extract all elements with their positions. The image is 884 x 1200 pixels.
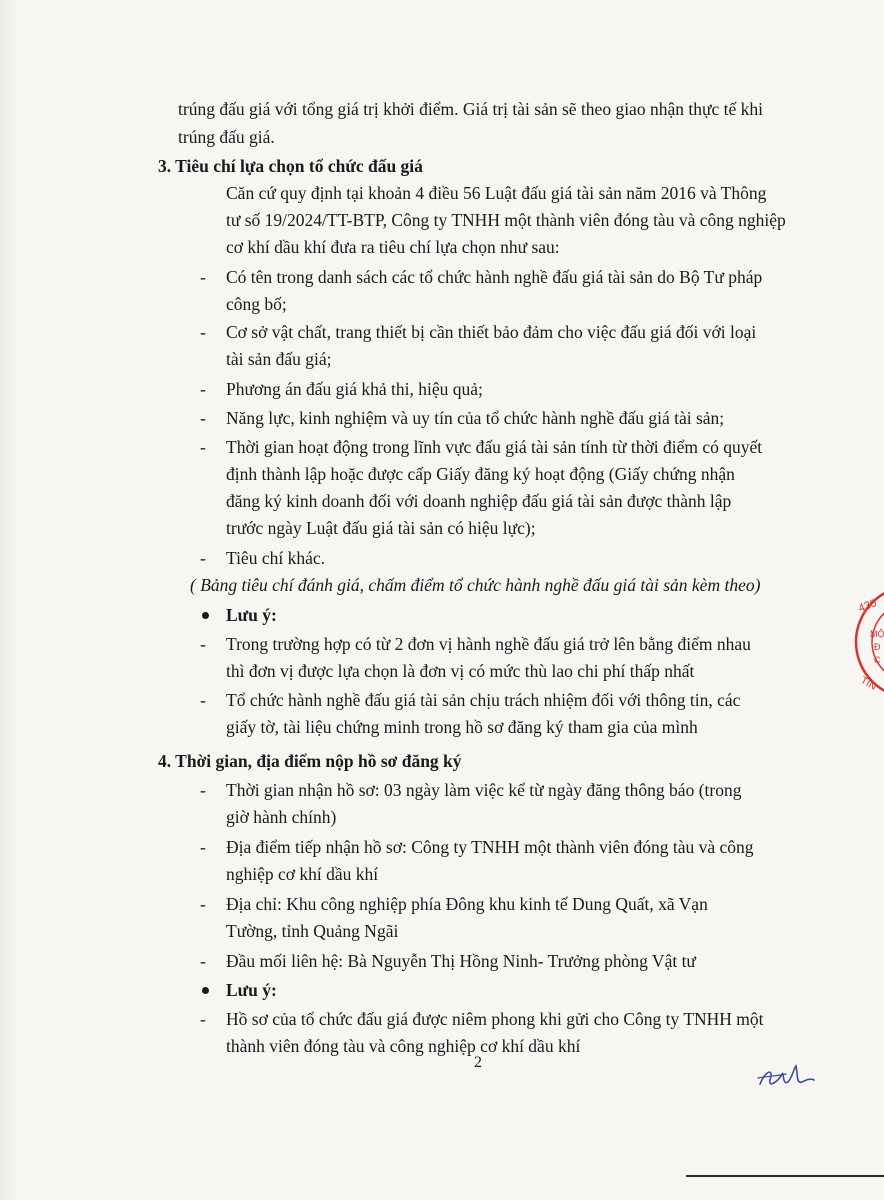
- dash-marker: -: [200, 690, 206, 710]
- criterion-2-line-2: tài sản đấu giá;: [226, 349, 332, 369]
- dash-marker: -: [200, 780, 206, 800]
- initials-signature: [752, 1060, 822, 1096]
- criterion-5-line-3: đăng ký kinh doanh đối với doanh nghiệp đấu giá tài sản được thành lập: [226, 491, 732, 511]
- s4-item-3-line-2: Tường, tỉnh Quảng Ngãi: [226, 921, 399, 941]
- criterion-5-line-2: định thành lập hoặc được cấp Giấy đăng ký hoạt động (Giấy chứng nhận: [226, 464, 735, 484]
- criterion-6: Tiêu chí khác.: [226, 548, 325, 568]
- section-3-heading: 3. Tiêu chí lựa chọn tổ chức đấu giá: [158, 156, 423, 176]
- scan-shadow: [0, 0, 18, 1200]
- intro-line-2: trúng đấu giá.: [178, 127, 275, 147]
- dash-marker: -: [200, 894, 206, 914]
- page-number: 2: [474, 1054, 482, 1071]
- dash-marker: -: [200, 634, 206, 654]
- s4-item-3-line-1: Địa chỉ: Khu công nghiệp phía Đông khu kinh tế Dung Quất, xã Vạn: [226, 894, 708, 914]
- s4-note-1-line-1: Hồ sơ của tổ chức đấu giá được niêm phong khi gửi cho Công ty TNHH một: [226, 1009, 764, 1029]
- dash-marker: -: [200, 408, 206, 428]
- criteria-table-note: ( Bảng tiêu chí đánh giá, chấm điểm tổ chức hành nghề đấu giá tài sản kèm theo): [190, 575, 761, 595]
- dash-marker: -: [200, 837, 206, 857]
- s4-item-4: Đầu mối liên hệ: Bà Nguyễn Thị Hồng Ninh- Trưởng phòng Vật tư: [226, 951, 696, 971]
- criterion-5-line-1: Thời gian hoạt động trong lĩnh vực đấu giá tài sản tính từ thời điểm có quyết: [226, 437, 763, 457]
- s4-note-label: Lưu ý:: [226, 980, 277, 1000]
- dash-marker: -: [200, 322, 206, 342]
- s4-item-1-line-2: giờ hành chính): [226, 807, 337, 827]
- svg-text:430: 430: [856, 597, 879, 615]
- section-4-heading: 4. Thời gian, địa điểm nộp hồ sơ đăng ký: [158, 751, 462, 771]
- dash-marker: -: [200, 437, 206, 457]
- criterion-1-line-2: công bố;: [226, 294, 287, 314]
- s3-para-line-1: Căn cứ quy định tại khoản 4 điều 56 Luật đấu giá tài sản năm 2016 và Thông: [226, 183, 767, 203]
- bullet-marker: [202, 987, 209, 994]
- criterion-5-line-4: trước ngày Luật đấu giá tài sản có hiệu lực);: [226, 518, 536, 538]
- s4-item-2-line-2: nghiệp cơ khí dầu khí: [226, 864, 379, 884]
- s3-note-1-line-1: Trong trường hợp có từ 2 đơn vị hành nghề đấu giá trở lên bằng điểm nhau: [226, 634, 751, 654]
- svg-text:MỘ: MỘ: [870, 629, 884, 639]
- s3-note-label: Lưu ý:: [226, 605, 277, 625]
- dash-marker: -: [200, 379, 206, 399]
- red-stamp: [852, 582, 884, 702]
- criterion-3: Phương án đấu giá khả thi, hiệu quả;: [226, 379, 483, 399]
- s4-item-1-line-1: Thời gian nhận hồ sơ: 03 ngày làm việc kể từ ngày đăng thông báo (trong: [226, 780, 742, 800]
- svg-text:Đ: Đ: [874, 642, 881, 652]
- bullet-marker: [202, 612, 209, 619]
- dash-marker: -: [200, 267, 206, 287]
- s4-note-1-line-2: thành viên đóng tàu và công nghiệp cơ khí dầu khí: [226, 1036, 581, 1056]
- s3-note-1-line-2: thì đơn vị được lựa chọn là đơn vị có mức thù lao chi phí thấp nhất: [226, 661, 695, 681]
- s3-para-line-2: tư số 19/2024/TT-BTP, Công ty TNHH một thành viên đóng tàu và công nghiệp: [226, 210, 786, 230]
- criterion-1-line-1: Có tên trong danh sách các tổ chức hành nghề đấu giá tài sản do Bộ Tư pháp: [226, 267, 763, 287]
- dash-marker: -: [200, 1009, 206, 1029]
- bottom-edge-line: [686, 1175, 884, 1177]
- intro-line-1: trúng đấu giá với tổng giá trị khởi điểm. Giá trị tài sản sẽ theo giao nhận thực tế khi: [178, 99, 763, 119]
- svg-text:C: C: [874, 655, 881, 665]
- dash-marker: -: [200, 548, 206, 568]
- s3-note-2-line-2: giấy tờ, tài liệu chứng minh trong hồ sơ đăng ký tham gia của mình: [226, 717, 698, 737]
- criterion-4: Năng lực, kinh nghiệm và uy tín của tổ chức hành nghề đấu giá tài sản;: [226, 408, 725, 428]
- s4-item-2-line-1: Địa điểm tiếp nhận hồ sơ: Công ty TNHH một thành viên đóng tàu và công: [226, 837, 754, 857]
- svg-text:TỈN: TỈN: [858, 675, 878, 693]
- s3-note-2-line-1: Tổ chức hành nghề đấu giá tài sản chịu trách nhiệm đối với thông tin, các: [226, 690, 741, 710]
- criterion-2-line-1: Cơ sở vật chất, trang thiết bị cần thiết bảo đảm cho việc đấu giá đối với loại: [226, 322, 757, 342]
- s3-para-line-3: cơ khí dầu khí đưa ra tiêu chí lựa chọn như sau:: [226, 237, 560, 257]
- dash-marker: -: [200, 951, 206, 971]
